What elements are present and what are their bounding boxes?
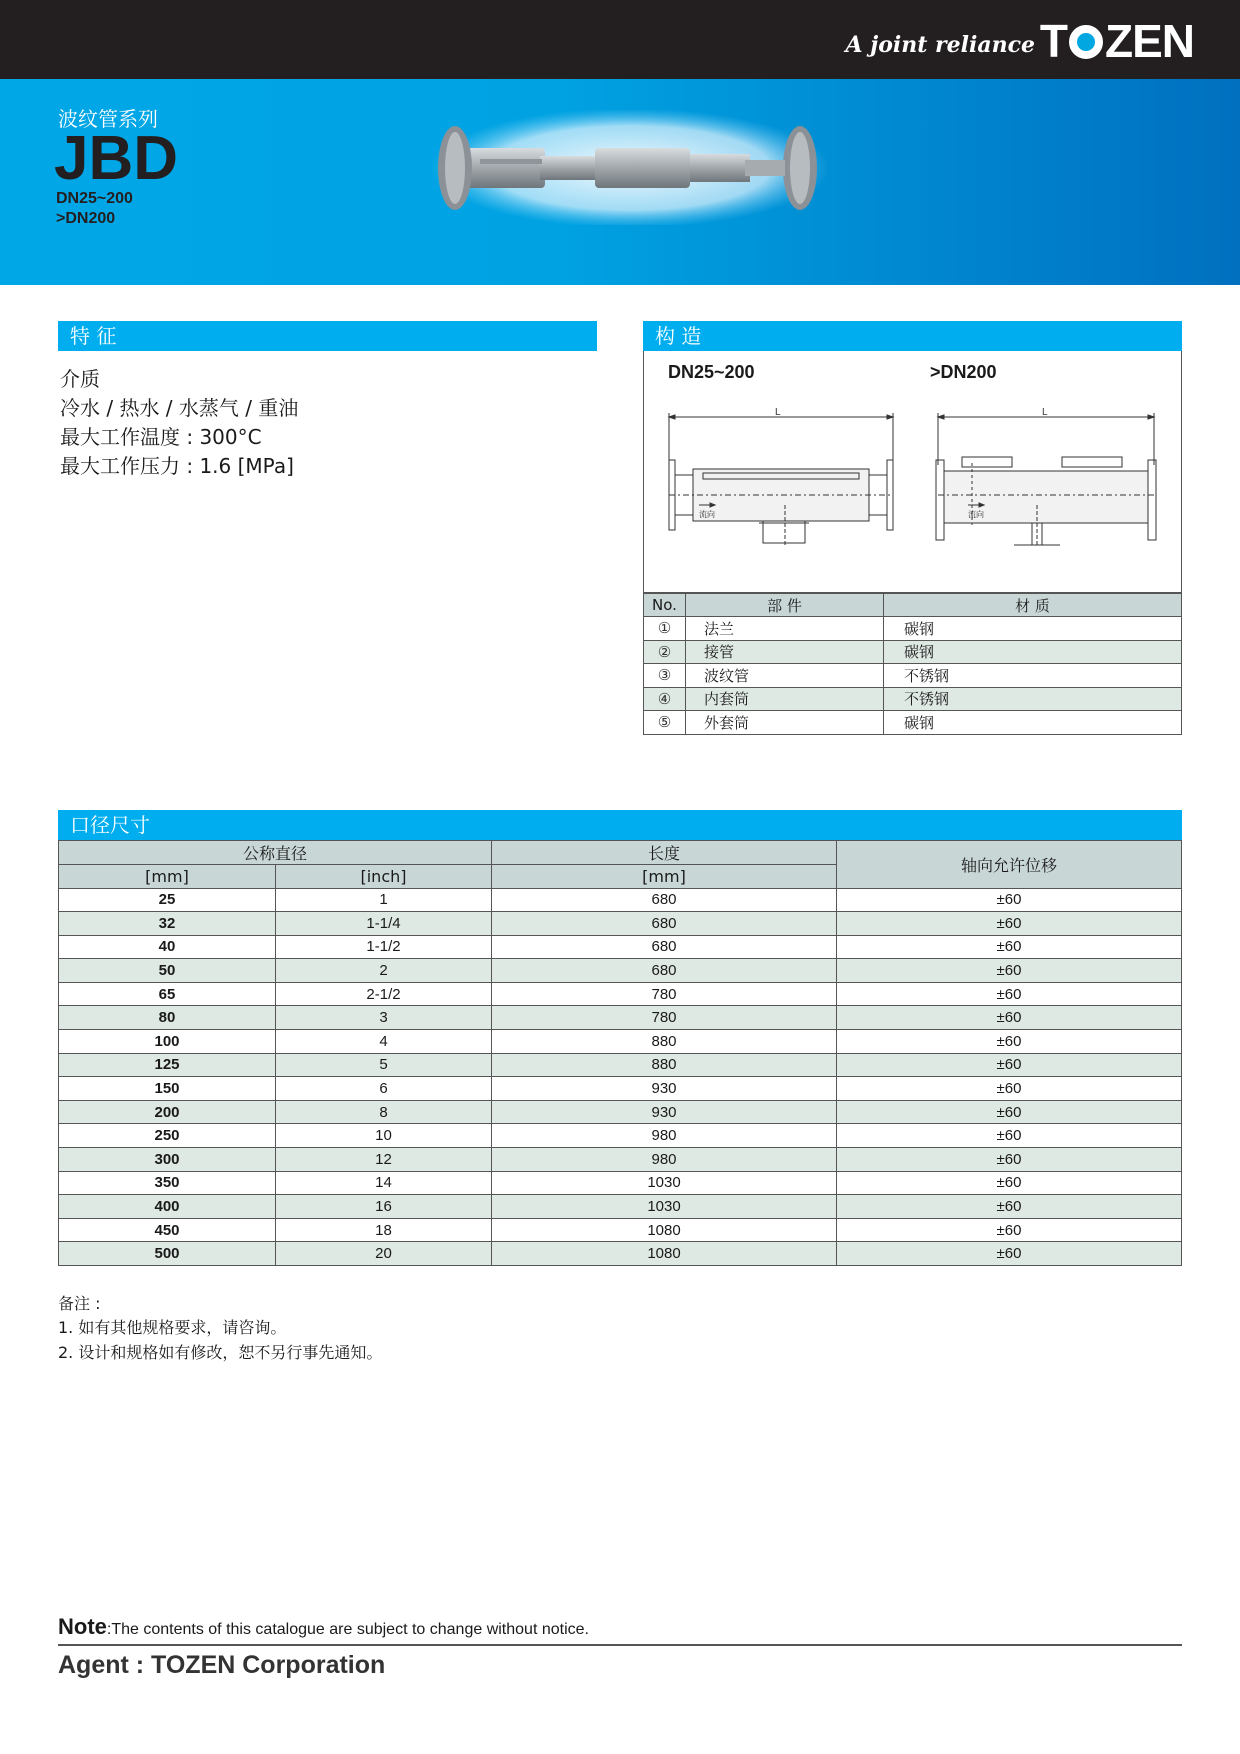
remarks-title: 备注 : [58, 1294, 101, 1313]
size-length: 930 [492, 1100, 837, 1124]
size-inch: 10 [276, 1124, 492, 1148]
size-movement: ±60 [837, 1053, 1182, 1077]
size-inch: 4 [276, 1030, 492, 1054]
size-length: 880 [492, 1053, 837, 1077]
part-material: 不锈钢 [884, 687, 1182, 711]
parts-row [644, 617, 1182, 641]
size-movement: ±60 [837, 1077, 1182, 1101]
size-row [59, 1006, 1182, 1030]
diagram-label-large: >DN200 [930, 362, 997, 382]
size-row [59, 1053, 1182, 1077]
size-mm: 40 [59, 935, 276, 959]
size-inch: 2-1/2 [276, 982, 492, 1006]
part-name: 法兰 [686, 617, 884, 641]
parts-header-row [644, 594, 1182, 617]
size-length: 880 [492, 1030, 837, 1054]
size-movement: ±60 [837, 982, 1182, 1006]
parts-header-material: 材 质 [884, 594, 1182, 617]
part-name: 接管 [686, 640, 884, 664]
size-row [59, 912, 1182, 936]
construction-heading: 构 造 [643, 321, 1182, 351]
logo-ring-icon [1069, 25, 1103, 59]
size-mm: 350 [59, 1171, 276, 1195]
size-inch: 20 [276, 1242, 492, 1266]
sizes-heading: 口径尺寸 [58, 810, 1182, 840]
footer-note [58, 1614, 589, 1640]
size-row [59, 1218, 1182, 1242]
sizes-header-row-1 [59, 841, 1182, 865]
size-mm: 80 [59, 1006, 276, 1030]
size-row [59, 935, 1182, 959]
parts-header-no: No. [644, 594, 686, 617]
size-row [59, 982, 1182, 1006]
note-label: Note [58, 1614, 107, 1639]
size-length: 780 [492, 1006, 837, 1030]
size-length: 1080 [492, 1218, 837, 1242]
size-movement: ±60 [837, 1148, 1182, 1172]
size-mm: 500 [59, 1242, 276, 1266]
size-length: 680 [492, 959, 837, 983]
size-length: 930 [492, 1077, 837, 1101]
size-inch: 5 [276, 1053, 492, 1077]
size-row [59, 1030, 1182, 1054]
feature-max-pressure: 最大工作压力 : 1.6 [MPa] [60, 454, 294, 478]
size-mm: 25 [59, 888, 276, 912]
flow-direction-label-small: 流向 [699, 510, 715, 519]
part-number: ② [644, 640, 686, 664]
part-name: 内套筒 [686, 687, 884, 711]
size-movement: ±60 [837, 1171, 1182, 1195]
size-movement: ±60 [837, 1100, 1182, 1124]
size-inch: 14 [276, 1171, 492, 1195]
size-row [59, 1100, 1182, 1124]
size-inch: 2 [276, 959, 492, 983]
size-movement: ±60 [837, 1242, 1182, 1266]
size-movement: ±60 [837, 888, 1182, 912]
size-movement: ±60 [837, 1124, 1182, 1148]
remark-item: 1. 如有其他规格要求，请咨询。 [58, 1318, 287, 1337]
note-text: :The contents of this catalogue are subject to change without notice. [106, 1621, 589, 1638]
parts-header-part: 部 件 [686, 594, 884, 617]
size-mm: 125 [59, 1053, 276, 1077]
flow-direction-label-large: 流向 [968, 510, 984, 519]
part-name: 外套筒 [686, 711, 884, 735]
size-movement: ±60 [837, 912, 1182, 936]
size-length: 780 [492, 982, 837, 1006]
size-inch: 6 [276, 1077, 492, 1101]
part-material: 不锈钢 [884, 664, 1182, 688]
size-inch: 1-1/4 [276, 912, 492, 936]
remark-item: 2. 设计和规格如有修改，恕不另行事先通知。 [58, 1343, 383, 1362]
part-material: 碳钢 [884, 711, 1182, 735]
footer-divider [58, 1644, 1182, 1646]
size-mm: 450 [59, 1218, 276, 1242]
agent-line: Agent : TOZEN Corporation [58, 1651, 386, 1679]
size-length: 680 [492, 912, 837, 936]
size-length: 1030 [492, 1171, 837, 1195]
parts-row [644, 711, 1182, 735]
size-range-1: DN25~200 [56, 190, 133, 207]
feature-max-temperature: 最大工作温度 : 300°C [60, 425, 262, 449]
size-mm: 32 [59, 912, 276, 936]
size-movement: ±60 [837, 1030, 1182, 1054]
size-inch: 8 [276, 1100, 492, 1124]
size-mm: 400 [59, 1195, 276, 1219]
size-inch: 16 [276, 1195, 492, 1219]
size-row [59, 1148, 1182, 1172]
part-number: ① [644, 617, 686, 641]
size-length: 980 [492, 1124, 837, 1148]
part-name: 波纹管 [686, 664, 884, 688]
diagram-large-drawing [932, 405, 1160, 547]
brand-tagline: A joint reliance [845, 32, 1035, 58]
diagram-label-small: DN25~200 [668, 362, 755, 382]
size-length: 1080 [492, 1242, 837, 1266]
diagram-small-drawing [663, 405, 899, 547]
part-material: 碳钢 [884, 640, 1182, 664]
size-inch: 18 [276, 1218, 492, 1242]
header-axial-movement: 轴向允许位移 [837, 841, 1182, 889]
size-length: 1030 [492, 1195, 837, 1219]
size-inch: 12 [276, 1148, 492, 1172]
size-mm: 200 [59, 1100, 276, 1124]
model-name: JBD [54, 124, 179, 193]
series-title: 波纹管系列 [58, 107, 158, 131]
size-mm: 100 [59, 1030, 276, 1054]
logo-text-start: T [1039, 15, 1067, 67]
header-unit-inch: [inch] [276, 865, 492, 889]
size-mm: 250 [59, 1124, 276, 1148]
size-row [59, 1195, 1182, 1219]
size-mm: 150 [59, 1077, 276, 1101]
size-length: 980 [492, 1148, 837, 1172]
part-material: 碳钢 [884, 617, 1182, 641]
parts-row [644, 687, 1182, 711]
size-mm: 65 [59, 982, 276, 1006]
part-number: ③ [644, 664, 686, 688]
feature-media: 冷水 / 热水 / 水蒸气 / 重油 [60, 396, 299, 420]
parts-row [644, 640, 1182, 664]
size-mm: 300 [59, 1148, 276, 1172]
size-length: 680 [492, 935, 837, 959]
header-length-unit: [mm] [492, 865, 837, 889]
size-row [59, 1077, 1182, 1101]
size-row [59, 1171, 1182, 1195]
size-row [59, 1242, 1182, 1266]
size-movement: ±60 [837, 1218, 1182, 1242]
size-row [59, 959, 1182, 983]
feature-medium-title: 介质 [60, 367, 100, 391]
size-range-2: >DN200 [56, 210, 116, 227]
top-bar [0, 0, 1240, 79]
parts-table [643, 593, 1182, 735]
logo-text-end: ZEN [1105, 15, 1194, 67]
size-movement: ±60 [837, 959, 1182, 983]
size-mm: 50 [59, 959, 276, 983]
size-inch: 1 [276, 888, 492, 912]
size-movement: ±60 [837, 935, 1182, 959]
sizes-table [58, 840, 1182, 1266]
dimension-l-label: L [775, 407, 781, 418]
parts-row [644, 664, 1182, 688]
size-row [59, 888, 1182, 912]
size-length: 680 [492, 888, 837, 912]
size-movement: ±60 [837, 1195, 1182, 1219]
header-length: 长度 [492, 841, 837, 865]
size-inch: 3 [276, 1006, 492, 1030]
size-movement: ±60 [837, 1006, 1182, 1030]
size-inch: 1-1/2 [276, 935, 492, 959]
features-heading: 特 征 [58, 321, 597, 351]
dimension-l-label-large: L [1042, 407, 1048, 418]
part-number: ④ [644, 687, 686, 711]
header-unit-mm: [mm] [59, 865, 276, 889]
header-nominal-diameter: 公称直径 [59, 841, 492, 865]
sizes-body [59, 888, 1182, 1266]
tozen-logo [1039, 15, 1194, 67]
product-image [430, 110, 830, 225]
size-row [59, 1124, 1182, 1148]
part-number: ⑤ [644, 711, 686, 735]
